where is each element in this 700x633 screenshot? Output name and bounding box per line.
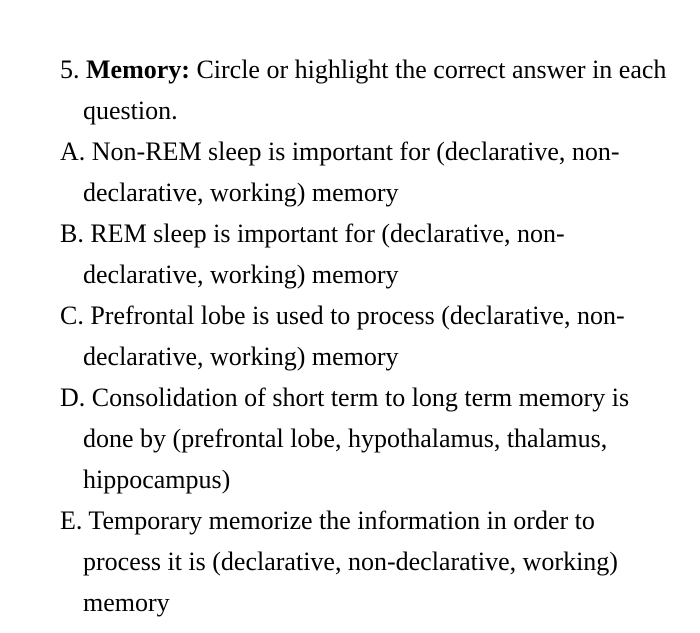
item-text: Prefrontal lobe is used to process (declarative, non-declarative, working) memory (83, 301, 625, 371)
item-letter: B. (60, 219, 84, 248)
answer-item-d (60, 377, 670, 500)
item-letter: D. (60, 383, 86, 412)
answer-item-a (60, 131, 670, 213)
question-number: 5. (60, 55, 80, 84)
question-topic: Memory: (86, 55, 190, 84)
item-letter: E. (60, 506, 83, 535)
question-heading (60, 49, 670, 131)
question-block (60, 49, 670, 623)
item-letter: C. (60, 301, 84, 330)
answer-item-c (60, 295, 670, 377)
answer-item-b (60, 213, 670, 295)
answer-item-e (60, 500, 670, 623)
item-text: REM sleep is important for (declarative, non-declarative, working) memory (83, 219, 565, 289)
item-text: Consolidation of short term to long term memory is done by (prefrontal lobe, hypothalamus, thalamus, hippocampus) (83, 383, 630, 494)
question-instruction: Circle or highlight the correct answer in each question. (83, 55, 667, 125)
item-letter: A. (60, 137, 86, 166)
item-text: Non-REM sleep is important for (declarative, non-declarative, working) memory (83, 137, 620, 207)
item-text: Temporary memorize the information in order to process it is (declarative, non-declarative, working) memory (83, 506, 618, 617)
